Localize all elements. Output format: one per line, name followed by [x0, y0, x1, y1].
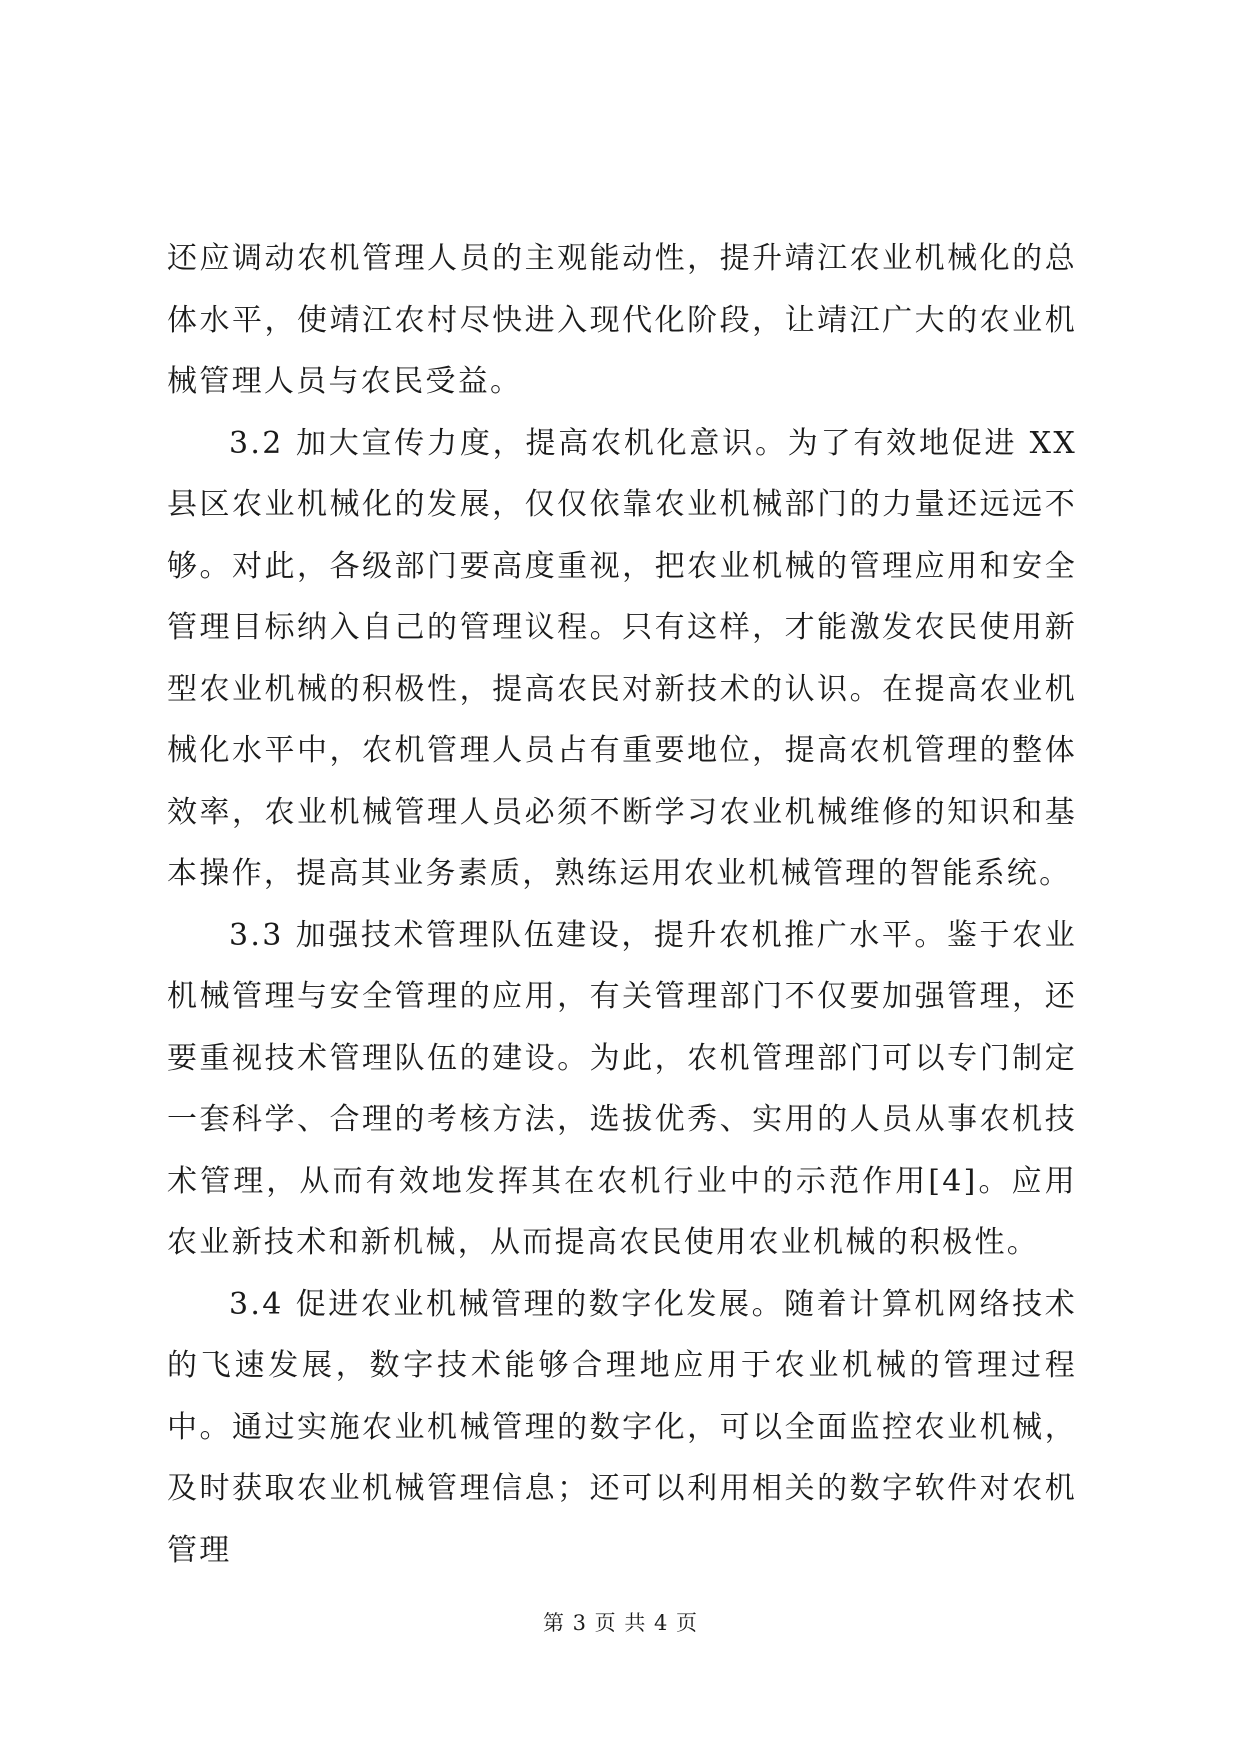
paragraph-section-3-3: 3.3 加强技术管理队伍建设，提升农机推广水平。鉴于农业机械管理与安全管理的应用，有关管理部门不仅要加强管理，还要重视技术管理队伍的建设。为此，农机管理部门可以专门制定一套科学、合理的考核方法，选拔优秀、实用的人员从事农机技术管理，从而有效地发挥其在农机行业中的示范作用[4]。应用农业新技术和新机械，从而提高农民使用农业机械的积极性。 [167, 917, 1077, 1260]
paragraph-section-3-4: 3.4 促进农业机械管理的数字化发展。随着计算机网络技术的飞速发展，数字技术能够合理地应用于农业机械的管理过程中。通过实施农业机械管理的数字化，可以全面监控农业机械，及时获取农业机械管理信息；还可以利用相关的数字软件对农机管理 [167, 1286, 1077, 1568]
paragraph-continuation: 还应调动农机管理人员的主观能动性，提升靖江农业机械化的总体水平，使靖江农村尽快进入现代化阶段，让靖江广大的农业机械管理人员与农民受益。 [167, 241, 1077, 399]
paragraph-section-3-2: 3.2 加大宣传力度，提高农机化意识。为了有效地促进 XX 县区农业机械化的发展，仅仅依靠农业机械部门的力量还远远不够。对此，各级部门要高度重视，把农业机械的管理应用和安全管理目标纳入自己的管理议程。只有这样，才能激发农民使用新型农业机械的积极性，提高农民对新技术的认识。在提高农业机械化水平中，农机管理人员占有重要地位，提高农机管理的整体效率，农业机械管理人员必须不断学习农业机械维修的知识和基本操作，提高其业务素质，熟练运用农业机械管理的智能系统。 [167, 425, 1077, 891]
document-body [167, 228, 1077, 1581]
page-number-footer: 第 3 页 共 4 页 [542, 1611, 699, 1635]
